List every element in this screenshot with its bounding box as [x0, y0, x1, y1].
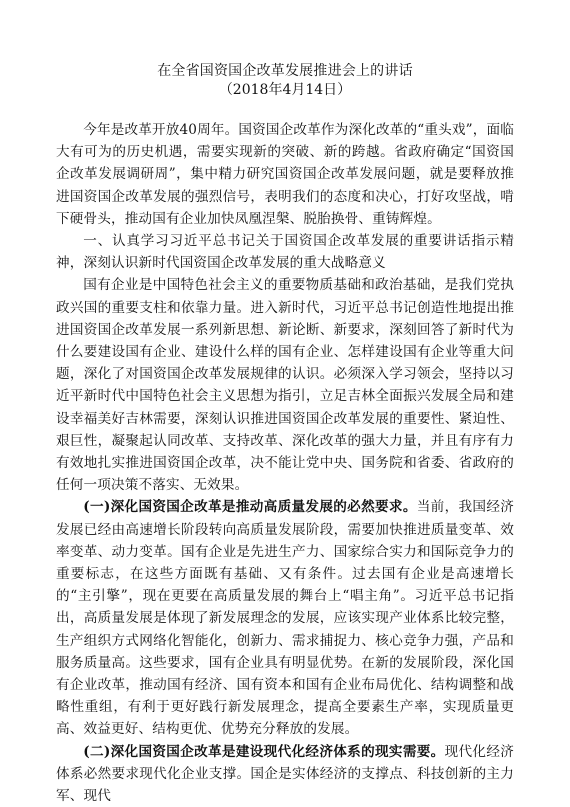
- paragraph-text: 当前，我国经济发展已经由高速增长阶段转向高质量发展阶段，需要加快推进质量变革、效率变革、动力变革。国有企业是先进生产力、国家综合实力和国际竞争力的重要标志，在这些方面既有基础、又有条件。过去国有企业是高速增长的“主引擎”，现在更要在高质量发展的舞台上“唱主角”。习近平总书记指出，高质量发展是体现了新发展理念的发展，应该实现产业体系比较完整，生产组织方式网络化智能化，创新力、需求捕捉力、核心竞争力强，产品和服务质量高。这些要求，国有企业具有明显优势。在新的发展阶段，深化国有企业改革，推动国有经济、国有资本和国有企业布局优化、结构调整和战略性重组，有利于更好践行新发展理念，提高全要素生产率，实现质量更高、效益更好、结构更优、优势充分释放的发展。: [56, 499, 514, 738]
- paragraph-lead: (一)深化国资国企改革是推动高质量发展的必然要求。: [83, 499, 417, 516]
- document-date: （2018年4月14日）: [218, 82, 352, 98]
- paragraph-lead: (二)深化国资国企改革是建设现代化经济体系的现实需要。: [83, 743, 445, 760]
- section-heading-1: [56, 230, 514, 274]
- document-title: 在全省国资国企改革发展推进会上的讲话: [157, 63, 413, 79]
- paragraph-point-1: [56, 496, 514, 740]
- paragraph-text: 今年是改革开放40周年。国资国企改革作为深化改革的“重头戏”，面临大有可为的历史机遇，需要实现新的突破、新的跨越。省政府确定“国资国企改革发展调研周”，集中精力研究国资国企改革发展问题，就是要释放推进国资国企改革发展的强烈信号，表明我们的态度和决心，打好攻坚战，啃下硬骨头，推动国有企业加快凤凰涅槃、脱胎换骨、重铸辉煌。: [56, 122, 514, 227]
- paragraph-intro: [56, 119, 514, 230]
- paragraph-text: 一、认真学习习近平总书记关于国资国企改革发展的重要讲话指示精神，深刻认识新时代国资国企改革发展的重大战略意义: [56, 233, 514, 272]
- paragraph-section-1: [56, 274, 514, 496]
- document-body: [56, 119, 514, 807]
- paragraph-text: 国有企业是中国特色社会主义的重要物质基础和政治基础，是我们党执政兴国的重要支柱和依靠力量。进入新时代，习近平总书记创造性地提出推进国资国企改革发展一系列新思想、新论断、新要求，深刻回答了新时代为什么要建设国有企业、建设什么样的国有企业、怎样建设国有企业等重大问题，深化了对国资国企改革发展规律的认识。必须深入学习领会，坚持以习近平新时代中国特色社会主义思想为指引，立足吉林全面振兴发展全局和建设幸福美好吉林需要，深刻认识推进国资国企改革发展的重要性、紧迫性、艰巨性，凝聚起认同改革、支持改革、深化改革的强大力量，并且有序有力有效地扎实推进国资国企改革，决不能让党中央、国务院和省委、省政府的任何一项决策不落实、无效果。: [56, 277, 514, 494]
- paragraph-point-2: [56, 741, 514, 807]
- paragraph-text: 现代化经济体系必然要求现代化企业支撑。国企是实体经济的支撑点、科技创新的主力军、现代: [56, 743, 514, 805]
